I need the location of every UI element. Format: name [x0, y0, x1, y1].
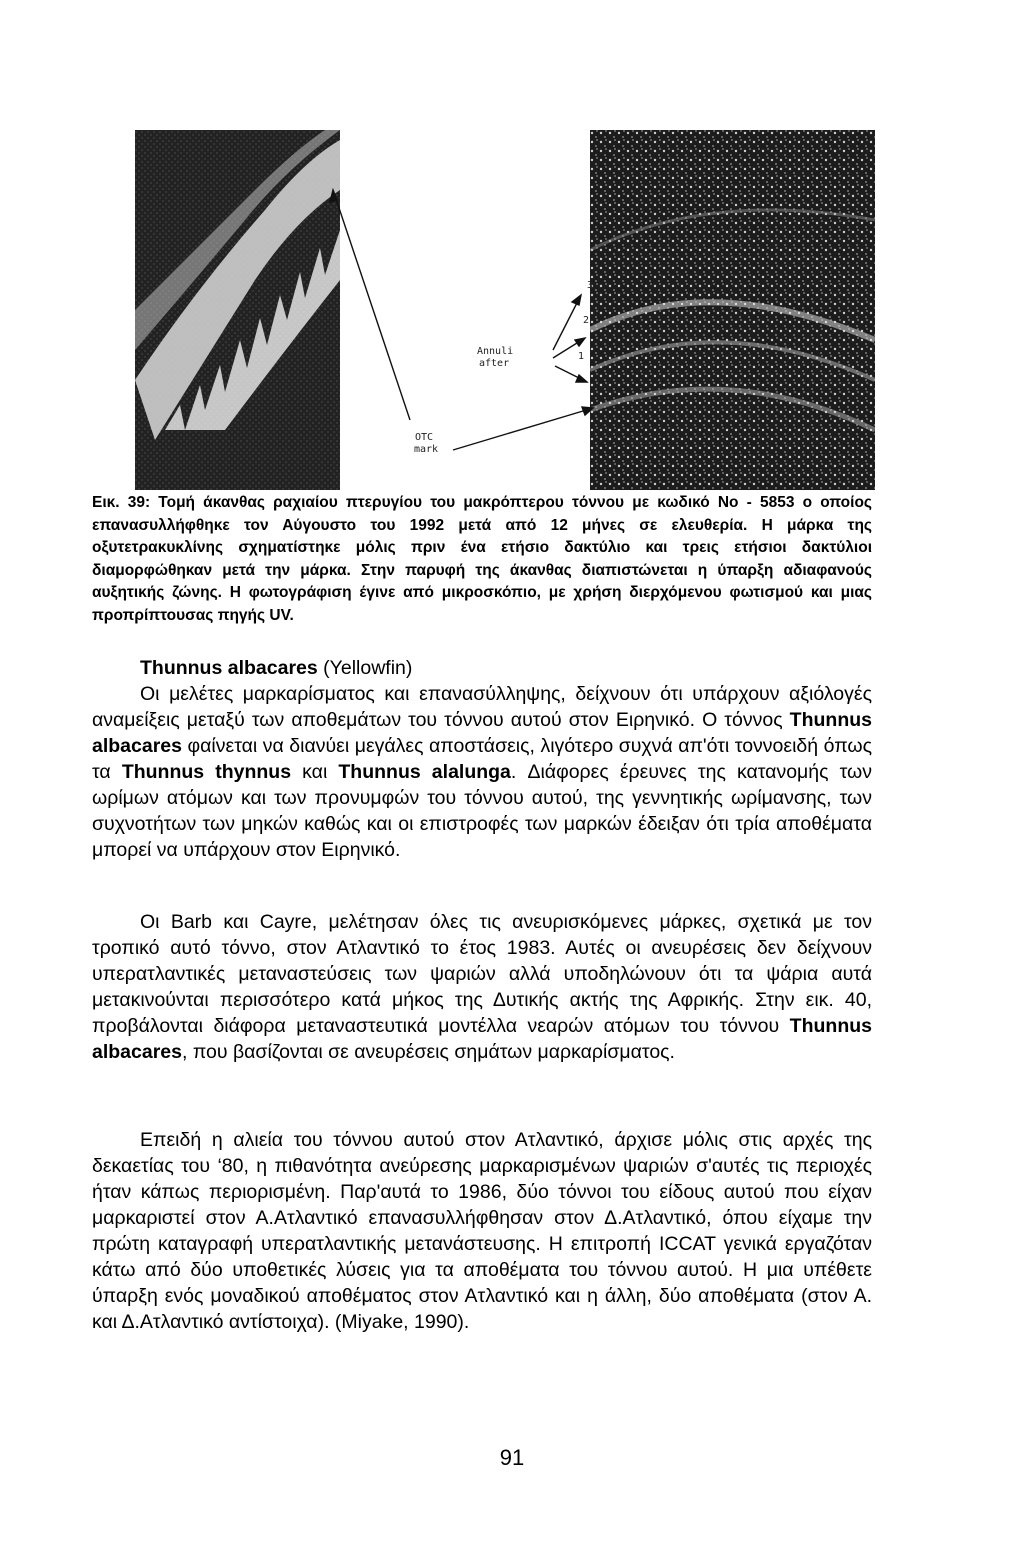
paragraph-1-text-g: . Διάφορες έρευνες της κατανομής των ωρίμων ατόμων και των προνυμφών του τόννου αυτού, της γεννητικής ωρίμανσης, των συχνοτήτων των μηκών καθώς και οι επιστροφές των μαρκών έδειξαν ότι τρία αποθέματα μπορεί να υπάρχουν στον Ειρηνικό.: [92, 761, 873, 861]
page-number: 91: [499, 1445, 525, 1470]
annotation-otc: OTC: [415, 432, 434, 443]
paragraph-1-text-e: και: [291, 761, 339, 783]
species-name-albacares: Thunnus albacares: [92, 709, 872, 757]
species-name-alalunga: Thunnus alalunga: [338, 761, 511, 783]
heading-common-name: (Yellowfin): [317, 657, 413, 679]
annulus-number-1: 1: [578, 351, 585, 362]
section-barb-cayre: [92, 909, 872, 1065]
caption-label: Εικ. 39:: [92, 494, 151, 511]
figure-39: [135, 130, 875, 490]
paragraph-2-text-a: Οι Barb και Cayre, μελέτησαν όλες τις ανευρισκόμενες μάρκες, σχετικά με τον τροπικό αυτό τόννο, στον Ατλαντικό το έτος 1983. Αυτές οι ανευρέσεις δεν δείχνουν υπερατλαντικές μεταναστεύσεις των ψαριών αλλά υποδηλώνουν ότι τα ψάρια αυτά μετακινούνται περισσότερο κατά μήκος της Δυτικής ακτής της Αφρικής. Στην εικ. 40, προβάλονται διάφορα μεταναστευτικά μοντέλλα νεαρών ατόμων του τόννου: [92, 911, 872, 1037]
species-name-albacares-2: Thunnus albacares: [92, 1015, 872, 1063]
figure-caption: [92, 492, 872, 628]
annotation-leader-lines: [135, 130, 875, 490]
paragraph-1-text-c: φαίνεται να διανύει μεγάλες αποστάσεις, λιγότερο συχνά απ'ότι τοννοειδή όπως τα: [92, 735, 872, 783]
section-heading: [92, 655, 872, 681]
annotation-mark: mark: [414, 444, 439, 455]
paragraph-2: [92, 909, 872, 1065]
annulus-number-3: 3: [587, 280, 594, 291]
annulus-number-2: 2: [583, 315, 590, 326]
annotation-annuli: Annuli: [477, 346, 514, 357]
section-yellowfin: [92, 655, 872, 863]
paragraph-3: Επειδή η αλιεία του τόννου αυτού στον Ατλαντικό, άρχισε μόλις στις αρχές της δεκαετίας του ‘80, η πιθανότητα ανεύρεσης μαρκαρισμένων ψαριών σ'αυτές τις περιοχές ήταν κάπως περιορισμένη. Παρ'αυτά το 1986, δύο τόννοι του είδους αυτού που είχαν μαρκαριστεί στον Α.Ατλαντικό επανασυλλήφθησαν στον Δ.Ατλαντικό, όπου είχαμε την πρώτη καταγραφή υπερατλαντικής μετανάστευσης. Η επιτροπή ICCAT γενικά εργαζόταν κάτω από δύο υποθετικές λύσεις για τα αποθέματα του τόννου αυτού. Η μια υπέθετε ύπαρξη ενός μοναδικού αποθέματος στον Ατλαντικό και η άλλη, δύο αποθέματα (στον Α. και Δ.Ατλαντικό αντίστοιχα). (Miyake, 1990).: [92, 1129, 872, 1333]
caption-text: Τομή άκανθας ραχιαίου πτερυγίου του μακρόπτερου τόννου με κωδικό Νο - 5853 ο οποίος επανασυλλήφθηκε τον Αύγουστο του 1992 μετά από 12 μήνες σε ελευθερία. Η μάρκα της οξυτετρακυκλίνης σχηματίστηκε μόλις πριν ένα ετήσιο δακτύλιο και τρεις ετήσιοι δακτύλιοι διαμορφώθηκαν μετά την μάρκα. Στην παρυφή της άκανθας διαπιστώνεται η ύπαρξη αδιαφανούς αυξητικής ζώνης. Η φωτογράφιση έγινε από μικροσκόπιο, με χρήση διερχόμενου φωτισμού και μιας προπρίπτουσας πηγής UV.: [92, 494, 872, 624]
paragraph-2-text-c: , που βασίζονται σε ανευρέσεις σημάτων μαρκαρίσματος.: [182, 1041, 675, 1063]
annotation-after: after: [479, 358, 510, 369]
paragraph-1: [92, 681, 872, 863]
species-name-thynnus: Thunnus thynnus: [121, 761, 292, 783]
heading-species-bold: Thunnus albacares: [140, 657, 318, 679]
section-atlantic-fishery: [92, 1127, 872, 1335]
paragraph-1-text-a: Οι μελέτες μαρκαρίσματος και επανασύλληψης, δείχνουν ότι υπάρχουν αξιόλογές αναμείξεις μεταξύ των αποθεμάτων του τόννου αυτού στον Ειρηνικό. Ο τόννος: [92, 683, 872, 731]
